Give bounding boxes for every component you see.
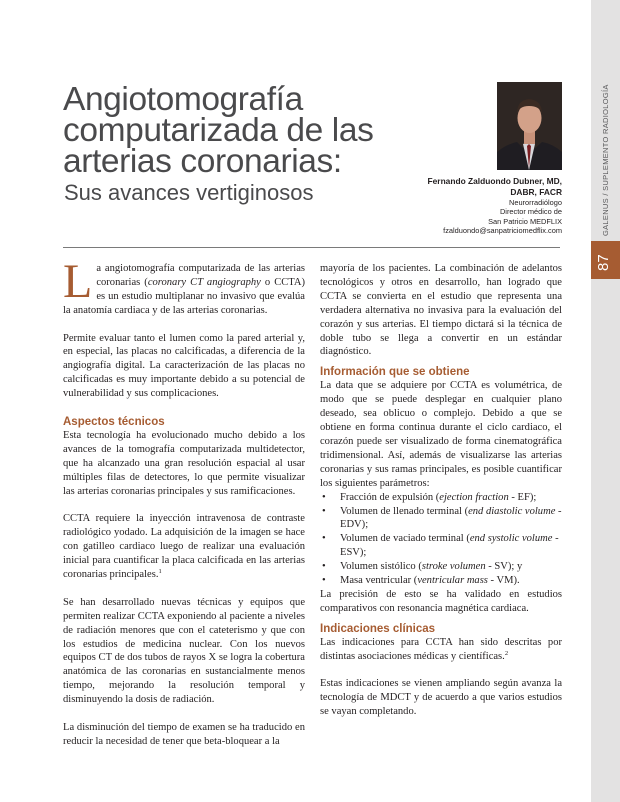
author-role: Neurorradiólogo <box>509 198 562 207</box>
bullet-abbr: - ESV); <box>340 533 559 559</box>
intro-text-a: a angiotomografía computarizada de las arterias coronarias ( <box>96 263 305 288</box>
list-item <box>320 532 562 560</box>
list-item <box>320 560 562 574</box>
author-position: Director médico de <box>499 207 562 217</box>
bullet-abbr: - VM). <box>487 575 520 587</box>
paragraph-precision: La precisión de esto se ha validado en estudios comparativos con resonancia magnética cardiaca. <box>320 588 562 614</box>
paragraph-lumen: Permite evaluar tanto el lumen como la pared arterial y, en especial, las placas no calcificadas, a diferencia de la angiografía digital. La caracterización de las placas no calcificadas es muy importante debido a su potencial de vulnerabilidad y sus complicaciones. <box>63 332 305 400</box>
heading-informacion: Información que se obtiene <box>320 366 470 379</box>
bullet-text: Volumen sistólico ( <box>340 561 422 573</box>
right-column <box>320 262 562 733</box>
paragraph-tecnologia: Esta tecnología ha evolucionado mucho debido a los avances de la tomografía computarizada multidetector, que ha alcanzado una gran resolución espacial al usar múltiples filas de detectores, lo que permite visualizar las arterias coronarias principales y sus ramificaciones. <box>63 429 305 497</box>
intro-term: coronary CT angiography <box>147 276 261 288</box>
article-subtitle: Sus avances vertiginosos <box>64 180 314 205</box>
indicaciones-text: Las indicaciones para CCTA han sido descritas por distintas asociaciones médicas y científicas. <box>320 636 562 662</box>
paragraph-volumetrica: La data que se adquiere por CCTA es volumétrica, de modo que se puede desplegar en cualquier plano deseado, sea oblicuo o complejo. Debido a que se obtiene en forma continua durante el ciclo cardiaco, el corazón puede ser visualizado de forma cinematográfica tridimensional. Así, además de visualizarse las arterias coronarias y sus ramas principales, es posible cuantificar los siguientes parámetros: <box>320 380 562 489</box>
author-institution: San Patricio MEDFLIX <box>488 216 562 226</box>
author-info <box>428 176 562 236</box>
bullet-term: end diastolic volume <box>468 505 556 517</box>
bullet-text: Masa ventricular ( <box>340 575 418 587</box>
bullet-abbr: - EF); <box>508 491 537 503</box>
drop-cap: L <box>63 255 93 308</box>
left-column <box>63 255 306 763</box>
list-item <box>320 574 562 588</box>
page-number: 87 <box>595 254 612 271</box>
paragraph-tiempo-examen: La disminución del tiempo de examen se ha traducido en reducir la necesidad de tener que beta-bloquear a la <box>63 721 305 747</box>
footnote-ref-1: 1 <box>158 567 162 575</box>
author-name-line2: DABR, FACR <box>510 187 562 197</box>
paragraph-continuation: mayoría de los pacientes. La combinación de adelantos tecnológicos y otros en desarrollo, han logrado que CCTA se convierta en el estudio que representa una verdadera alternativa no invasiva para la evaluación del corazón y sus arterias. El tiempo dictará si la técnica de doble tubo se llega a convertir en un estándar diagnóstico. <box>320 263 562 358</box>
page-number-tab <box>591 241 620 279</box>
author-name-line1: Fernando Zalduondo Dubner, MD, <box>427 176 562 186</box>
bullet-text: Volumen de llenado terminal ( <box>340 505 469 517</box>
running-head-text: GALENUS / SUPLEMENTO RADIOLOGÍA <box>601 84 610 236</box>
list-item <box>320 505 562 533</box>
bullet-term: end systolic volume <box>469 533 553 545</box>
footnote-ref-2: 2 <box>504 649 509 657</box>
bullet-term: stroke volumen <box>421 561 486 573</box>
header-divider <box>63 247 560 248</box>
paragraph-ampliando: Estas indicaciones se vienen ampliando según avanza la tecnología de MDCT y de acuerdo a que varios estudios se vayan completando. <box>320 678 562 718</box>
inyeccion-text: CCTA requiere la inyección intravenosa de contraste radiológico yodado. La adquisición de la imagen se hace con gatilleo cardiaco luego de realizar una evaluación inicial para cuantificar la placa calcificada en las arterias coronarias principales. <box>63 513 305 580</box>
bullet-abbr: - EDV); <box>340 505 562 531</box>
list-item <box>320 491 562 505</box>
author-portrait-image <box>497 82 562 170</box>
bullet-term: ejection fraction <box>439 491 509 503</box>
article-title: Angiotomografía computarizada de las arterias coronarias: <box>63 81 374 180</box>
intro-text-b: o CCTA) es un estudio multiplanar no invasivo que evalúa la anatomía cardiaca y de las arterias coronarias. <box>63 276 306 316</box>
bullet-text: Fracción de expulsión ( <box>340 491 440 503</box>
heading-aspectos-tecnicos: Aspectos técnicos <box>63 415 165 428</box>
author-email[interactable]: fzalduondo@sanpatriciomedflix.com <box>443 226 562 236</box>
author-photo <box>497 82 562 170</box>
bullet-text: Volumen de vaciado terminal ( <box>340 533 470 545</box>
paragraph-nuevas-tecnicas: Se han desarrollado nuevas técnicas y equipos que permiten realizar CCTA exponiendo al paciente a niveles de radiación menores que con el cateterismo y que con los estudios de medicina nuclear. Con los nuevos equipos CT de dos tubos de rayos X se logra la cobertura anatómica de las coronarias en sustancialmente menos tiempo, mejorando la resolución temporal y disminuyendo la dosis de radiación. <box>63 596 305 706</box>
bullet-abbr: - SV); y <box>485 561 523 573</box>
paragraph-inyeccion <box>63 512 305 582</box>
bullet-term: ventricular mass <box>417 575 488 587</box>
paragraph-indicaciones <box>320 636 562 664</box>
intro-paragraph <box>63 255 306 318</box>
heading-indicaciones: Indicaciones clínicas <box>320 622 436 635</box>
parameter-list <box>320 491 562 588</box>
